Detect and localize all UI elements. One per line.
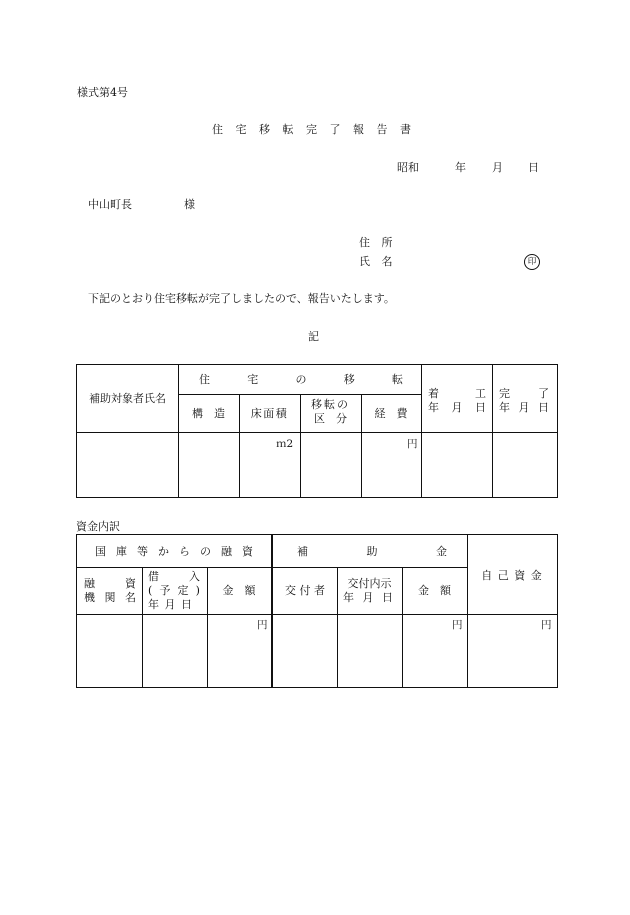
borrowing-line2 xyxy=(148,584,200,598)
relocation-table xyxy=(76,364,558,498)
grantor-header: 交 付 者 xyxy=(285,584,325,597)
year-label: 年 xyxy=(343,590,354,604)
grid-line xyxy=(77,614,557,615)
borrowing-char: ) xyxy=(195,583,200,597)
relocation-char: 宅 xyxy=(247,373,259,386)
day-label: 日 xyxy=(538,400,549,414)
subject-name-header: 補助対象者氏名 xyxy=(89,392,166,405)
grid-line xyxy=(271,535,273,687)
self-funds-yen-unit: 円 xyxy=(541,619,552,631)
relocation-char: 転 xyxy=(392,373,403,386)
self-funds-header: 自 己 資 金 xyxy=(481,569,543,582)
month-label: 月 xyxy=(451,400,463,414)
start-char: 着 xyxy=(428,387,439,400)
funds-breakdown-label: 資金内訳 xyxy=(76,520,120,533)
completion-header xyxy=(499,387,549,415)
borrowing-char: 予 xyxy=(159,583,171,597)
month-label: 月 xyxy=(164,597,176,611)
funds-table xyxy=(76,534,558,688)
lender-char: 機 xyxy=(84,590,95,604)
loan-amount-header: 金 額 xyxy=(222,584,256,597)
start-label xyxy=(428,387,486,401)
area-unit: ｍ2 xyxy=(276,438,294,450)
addressee-name: 中山町長 xyxy=(88,198,132,211)
expense-yen-unit: 円 xyxy=(407,438,418,450)
loan-char: 国 xyxy=(95,545,106,558)
grid-line xyxy=(77,432,557,433)
structure-header: 構 造 xyxy=(192,407,225,420)
loan-char: ら xyxy=(179,545,190,558)
name-label: 氏 名 xyxy=(359,255,397,268)
relocation-header xyxy=(199,373,403,387)
completion-ymd xyxy=(499,401,549,415)
month-label: 月 xyxy=(362,590,374,604)
loan-char: の xyxy=(200,545,211,558)
relocation-type-line1: 移転の xyxy=(311,398,350,411)
subsidy-char: 金 xyxy=(436,545,447,558)
completion-label xyxy=(499,387,549,401)
addressee-honorific: 様 xyxy=(184,198,195,211)
borrowing-char: 借 xyxy=(148,570,159,583)
relocation-type-line2: 区 分 xyxy=(314,411,347,425)
ki-heading: 記 xyxy=(308,330,319,343)
grant-date-label: 交付内示 xyxy=(347,577,392,590)
grid-line xyxy=(178,365,179,497)
relocation-type-header xyxy=(300,398,361,426)
day-label: 日 xyxy=(382,590,393,604)
year-label: 年 xyxy=(148,597,159,611)
date-year: 年 xyxy=(455,161,466,174)
grid-line xyxy=(142,567,143,687)
address-label: 住 所 xyxy=(359,236,397,249)
document-title: 住 宅 移 転 完 了 報 告 書 xyxy=(212,123,416,136)
loan-char: 資 xyxy=(242,545,253,558)
subsidy-amount-header: 金 額 xyxy=(418,584,451,597)
start-header xyxy=(428,387,486,415)
subsidy-char: 補 xyxy=(297,545,308,558)
year-label: 年 xyxy=(428,400,439,414)
date-month: 月 xyxy=(492,161,503,174)
grid-line xyxy=(467,535,468,687)
borrowing-char: 入 xyxy=(189,570,200,583)
subsidy-header xyxy=(297,545,447,559)
lender-header xyxy=(84,577,136,605)
loan-yen-unit: 円 xyxy=(257,619,268,631)
date-era: 昭和 xyxy=(397,161,419,174)
start-ymd xyxy=(428,401,486,415)
loan-char: 融 xyxy=(221,545,232,558)
seal-mark: 印 xyxy=(524,254,540,270)
lender-char: 資 xyxy=(125,577,136,590)
lender-line1 xyxy=(84,577,136,591)
borrowing-line1 xyxy=(148,570,200,584)
relocation-char: 移 xyxy=(343,373,355,386)
relocation-char: の xyxy=(295,373,307,386)
loan-char: 庫 xyxy=(116,545,127,558)
start-char: 工 xyxy=(475,387,486,400)
borrowing-header xyxy=(148,570,200,611)
floor-area-header: 床面積 xyxy=(250,407,289,420)
grid-line xyxy=(421,365,422,497)
loan-header xyxy=(95,545,253,559)
month-label: 月 xyxy=(518,400,530,414)
lender-char: 関 xyxy=(104,590,116,604)
loan-char: か xyxy=(158,545,169,558)
completion-char: 完 xyxy=(499,387,510,400)
borrowing-char: ( xyxy=(148,583,153,597)
subsidy-char: 助 xyxy=(366,545,378,558)
grant-date-ymd xyxy=(343,591,393,605)
lender-char: 名 xyxy=(125,590,136,604)
relocation-char: 住 xyxy=(199,373,210,386)
grant-date-header xyxy=(337,577,402,605)
subsidy-yen-unit: 円 xyxy=(452,619,463,631)
borrowing-ymd xyxy=(148,598,192,612)
statement-text: 下記のとおり住宅移転が完了しましたので、報告いたします。 xyxy=(88,292,395,305)
grid-line xyxy=(492,365,493,497)
loan-char: 等 xyxy=(137,545,148,558)
expense-header: 経 費 xyxy=(374,407,408,420)
form-number: 様式第4号 xyxy=(77,86,128,99)
year-label: 年 xyxy=(499,400,510,414)
borrowing-char: 定 xyxy=(177,583,189,597)
completion-char: 了 xyxy=(538,387,549,400)
lender-line2 xyxy=(84,591,136,605)
day-label: 日 xyxy=(475,400,486,414)
lender-char: 融 xyxy=(84,577,95,590)
day-label: 日 xyxy=(181,597,192,611)
date-day: 日 xyxy=(528,161,539,174)
